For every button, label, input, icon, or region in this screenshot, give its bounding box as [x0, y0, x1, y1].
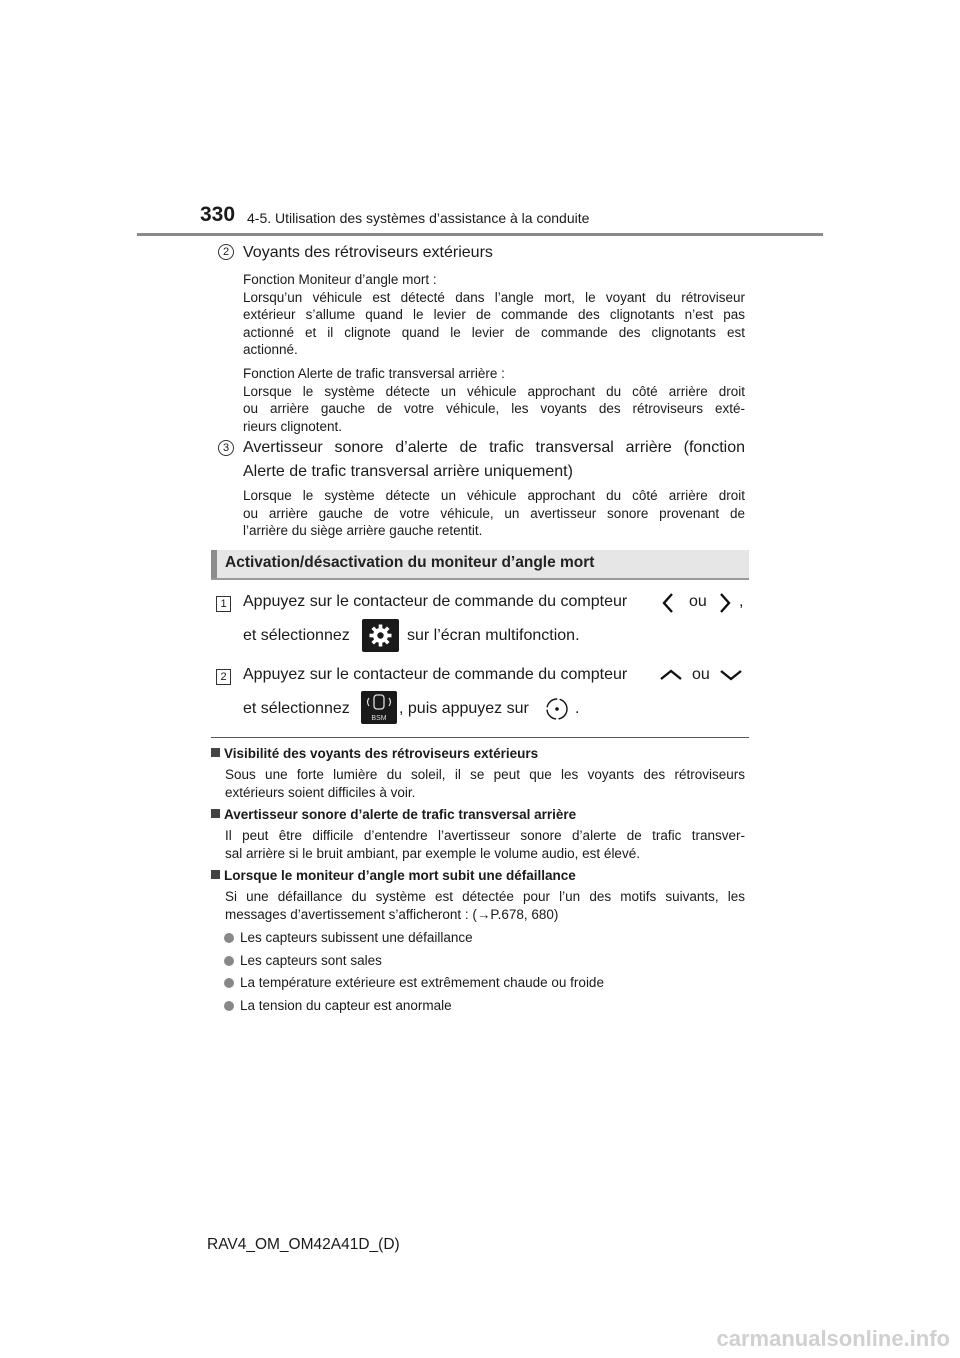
- bsm-label: BSM: [371, 715, 387, 722]
- settings-gear-icon: [362, 619, 399, 652]
- text-line: Fonction Alerte de trafic transversal arrière :: [243, 366, 505, 381]
- step1-line-b: et sélectionnez: [243, 627, 350, 644]
- text-line: Alerte de trafic transversal arrière uniquement): [243, 463, 573, 480]
- step2-line-a: Appuyez sur le contacteur de commande du compteur: [243, 666, 628, 683]
- text-line: Sous une forte lumière du soleil, il se peut que les voyants des rétroviseurs: [225, 767, 745, 782]
- text-line: messages d’avertissement s’afficheront : (→P.678, 680): [225, 906, 559, 922]
- text-line: extérieurs soient difficiles à voir.: [225, 784, 416, 800]
- list-item-text: La tension du capteur est anormale: [240, 998, 452, 1013]
- chevron-down-icon: [719, 668, 743, 682]
- text-line: Avertisseur sonore d’alerte de trafic transversal arrière (fonction: [243, 439, 745, 456]
- step1-line-c: sur l’écran multifonction.: [407, 627, 580, 644]
- note3-heading: [211, 868, 576, 883]
- list-item: [224, 953, 382, 968]
- page-number: 330: [200, 203, 236, 226]
- watermark: carmanualsonline.info: [716, 1326, 950, 1351]
- note1-body: [225, 766, 745, 801]
- chevron-left-icon: [661, 592, 675, 614]
- step2-or: ou: [692, 666, 710, 683]
- text-line: actionné.: [243, 342, 298, 358]
- ok-button-icon: [545, 697, 569, 721]
- item2-title: Voyants des rétroviseurs extérieurs: [243, 244, 493, 261]
- text-line: sal arrière si le bruit ambiant, par exemple le volume audio, est élevé.: [225, 845, 640, 861]
- header-rule: [137, 233, 823, 236]
- note2-body: [225, 827, 745, 862]
- list-item: [224, 998, 452, 1013]
- text-line: Lorsque le système détecte un véhicule approchant du côté arrière droit: [243, 488, 745, 503]
- settings-gear-glyph: [362, 619, 399, 652]
- text-line: ou arrière gauche de votre véhicule, un avertisseur sonore provenant de: [243, 505, 745, 521]
- text-line: Si une défaillance du système est détectée pour l’un des motifs suivants, les: [225, 889, 745, 904]
- note3-heading-text: Lorsque le moniteur d’angle mort subit une défaillance: [224, 868, 576, 883]
- section-header: [211, 550, 749, 580]
- text-line: extérieur s’allume quand le levier de commande des clignotants n’est pas: [243, 307, 745, 323]
- step-number-1: 1: [216, 596, 231, 612]
- text-line: rieurs clignotent.: [243, 418, 343, 434]
- list-item-text: Les capteurs sont sales: [240, 953, 382, 968]
- bullet-dot-icon: [224, 956, 234, 966]
- chevron-right-icon: [718, 592, 732, 614]
- list-item: [224, 930, 473, 945]
- text-line: actionné et il clignote quand le levier de commande des clignotants est: [243, 324, 745, 340]
- text-line: l’arrière du siège arrière gauche retentit.: [243, 523, 483, 539]
- note2-heading: [211, 807, 576, 822]
- document-code: RAV4_OM_OM42A41D_(D): [207, 1236, 400, 1253]
- text-line: Lorsque le système détecte un véhicule approchant du côté arrière droit: [243, 383, 745, 399]
- square-bullet-icon: [211, 748, 220, 757]
- text-line: Lorsqu’un véhicule est détecté dans l’angle mort, le voyant du rétroviseur: [243, 289, 745, 305]
- text-line: Il peut être difficile d’entendre l’avertisseur sonore d’alerte de trafic transver-: [225, 828, 745, 843]
- note3-body: [225, 888, 745, 923]
- item-number-2: 2: [218, 244, 234, 260]
- square-bullet-icon: [211, 870, 220, 879]
- note1-heading: [211, 746, 538, 761]
- bullet-dot-icon: [224, 1001, 234, 1011]
- chevron-up-icon: [659, 668, 683, 682]
- bsm-icon: [361, 691, 397, 724]
- list-item-text: Les capteurs subissent une défaillance: [240, 930, 473, 945]
- note1-heading-text: Visibilité des voyants des rétroviseurs extérieurs: [224, 746, 539, 761]
- notes-divider: [211, 737, 749, 738]
- list-item-text: La température extérieure est extrêmement chaude ou froide: [240, 975, 604, 990]
- bsm-glyph: [361, 691, 397, 724]
- list-item: [224, 975, 604, 990]
- item2-paragraph-1: [243, 271, 745, 359]
- section-accent: [211, 550, 217, 578]
- item3-paragraph: [243, 487, 745, 540]
- section-title-label: Activation/désactivation du moniteur d’angle mort: [225, 554, 595, 571]
- step2-line-c: , puis appuyez sur: [399, 700, 529, 717]
- step1-comma: ,: [739, 593, 744, 610]
- item3-title: [243, 436, 745, 484]
- square-bullet-icon: [211, 809, 220, 818]
- bullet-dot-icon: [224, 978, 234, 988]
- step-number-2: 2: [216, 669, 231, 685]
- item2-paragraph-2: [243, 365, 745, 435]
- section-title: 4-5. Utilisation des systèmes d’assistance à la conduite: [247, 210, 590, 226]
- bullet-dot-icon: [224, 933, 234, 943]
- step1-or: ou: [689, 593, 707, 610]
- text-line: Fonction Moniteur d’angle mort :: [243, 272, 437, 287]
- note2-heading-text: Avertisseur sonore d’alerte de trafic transversal arrière: [224, 807, 577, 822]
- text-line: ou arrière gauche de votre véhicule, les voyants des rétroviseurs exté-: [243, 401, 745, 417]
- item-number-3: 3: [218, 440, 234, 456]
- step2-line-b: et sélectionnez: [243, 700, 350, 717]
- step2-line-d: .: [575, 700, 580, 717]
- step1-line-a: Appuyez sur le contacteur de commande du compteur: [243, 593, 628, 610]
